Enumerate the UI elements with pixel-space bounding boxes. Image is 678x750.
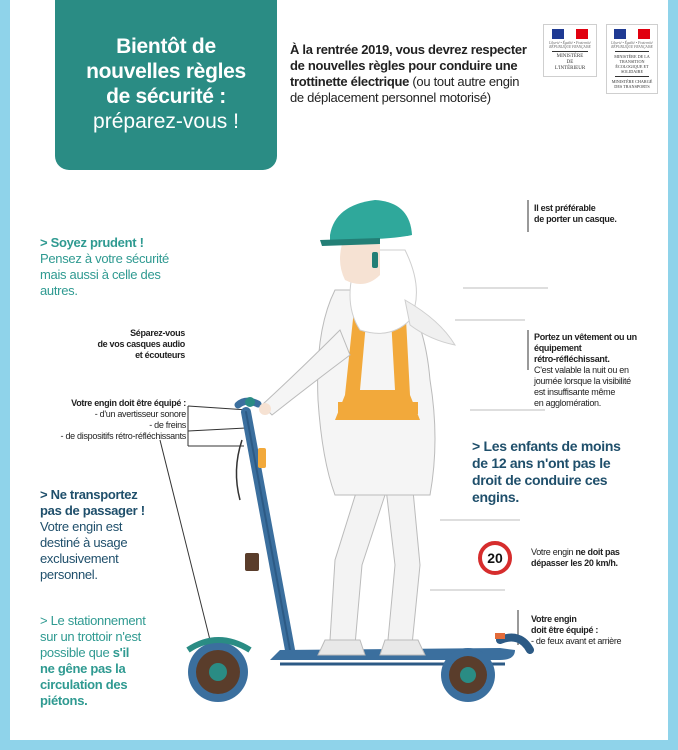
title-line3: de sécurité : bbox=[106, 85, 226, 108]
enfants-block: > Les enfants de moins de 12 ans n'ont pas le droit de conduire ces engins. bbox=[472, 438, 621, 505]
title-line4: préparez-vous ! bbox=[93, 110, 239, 133]
title-line2: nouvelles règles bbox=[86, 60, 246, 83]
vetement-block: Portez un vêtement ou un équipement rétro-réfléchissant. C'est valable la nuit ou en journée lorsque la visibilité est insuffisante même en agglomération. bbox=[534, 332, 637, 408]
intro-bold: À la rentrée 2019, vous devrez respecter de nouvelles règles pour conduire une trottinette électrique bbox=[290, 42, 527, 89]
logo-ministere-transition: Liberté • Égalité • Fraternité RÉPUBLIQUE FRANÇAISE MINISTÈRE DE LA TRANSITION ÉCOLOGIQUE ET SOLIDAIRE MINISTÈRE CHARGÉ DES TRANSPORTS bbox=[606, 24, 658, 94]
logo-ministere-interieur: Liberté • Égalité • Fraternité RÉPUBLIQUE FRANÇAISE MINISTÈRE DE L'INTÉRIEUR bbox=[543, 24, 597, 77]
casque-block: Il est préférable de porter un casque. bbox=[534, 203, 617, 224]
vitesse-block: Votre engin ne doit pas dépasser les 20 km/h. bbox=[531, 547, 620, 568]
passager-block: > Ne transportez pas de passager ! Votre engin est destiné à usage exclusivement personnel. bbox=[40, 487, 145, 582]
rider bbox=[259, 200, 455, 655]
speed-limit-sign: 20 bbox=[478, 541, 512, 575]
intro-normal: (ou tout autre engin de déplacement personnel motorisé) bbox=[290, 74, 520, 105]
equipe-block: Votre engin doit être équipé : - d'un avertisseur sonore - de freins - de dispositifs rétro-réfléchissants bbox=[60, 398, 186, 441]
feux-block: Votre engin doit être équipé : - de feux avant et arrière bbox=[531, 614, 622, 646]
title-line1: Bientôt de bbox=[116, 35, 216, 58]
casque-audio-block: Séparez-vous de vos casques audio et écouteurs bbox=[97, 328, 185, 360]
prudent-block: > Soyez prudent ! Pensez à votre sécurité mais aussi à celle des autres. bbox=[40, 235, 169, 298]
stationnement-block: > Le stationnement sur un trottoir n'est possible que s'il ne gêne pas la circulation des piétons. bbox=[40, 613, 146, 708]
